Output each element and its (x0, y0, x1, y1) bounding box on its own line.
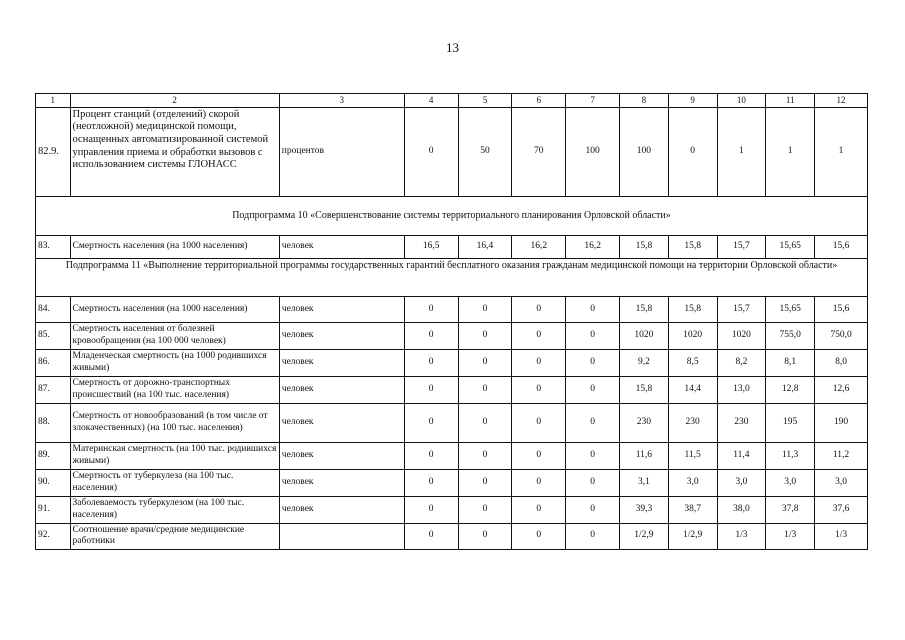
value-cell: 230 (668, 403, 717, 442)
value-cell: 37,8 (766, 496, 815, 523)
value-cell: 15,7 (717, 235, 766, 258)
table-row (36, 322, 868, 349)
value-cell: 0 (566, 496, 620, 523)
row-number: 88. (36, 403, 71, 442)
value-cell: 11,5 (668, 442, 717, 469)
indicator-name: Смертность населения от болезней кровообращения (на 100 000 человек) (70, 322, 279, 349)
unit-cell: человек (279, 235, 404, 258)
unit-cell (279, 523, 404, 549)
value-cell: 9,2 (620, 349, 669, 376)
value-cell: 70 (512, 107, 566, 196)
value-cell: 1020 (620, 322, 669, 349)
value-cell: 0 (566, 376, 620, 403)
value-cell: 0 (566, 349, 620, 376)
column-number: 3 (279, 94, 404, 108)
indicators-table (35, 93, 868, 550)
value-cell: 0 (458, 469, 512, 496)
table-row (36, 376, 868, 403)
value-cell: 38,7 (668, 496, 717, 523)
value-cell: 1020 (717, 322, 766, 349)
table-row (36, 523, 868, 549)
column-number: 9 (668, 94, 717, 108)
value-cell: 0 (512, 496, 566, 523)
value-cell: 12,6 (815, 376, 868, 403)
value-cell: 0 (512, 469, 566, 496)
value-cell: 8,5 (668, 349, 717, 376)
value-cell: 16,2 (566, 235, 620, 258)
column-number: 6 (512, 94, 566, 108)
indicator-name: Смертность населения (на 1000 населения) (70, 235, 279, 258)
value-cell: 0 (566, 322, 620, 349)
column-number: 5 (458, 94, 512, 108)
unit-cell: человек (279, 349, 404, 376)
unit-cell: человек (279, 296, 404, 322)
row-number: 86. (36, 349, 71, 376)
value-cell: 15,6 (815, 235, 868, 258)
row-number: 90. (36, 469, 71, 496)
value-cell: 1 (815, 107, 868, 196)
column-number: 2 (70, 94, 279, 108)
indicator-name: Смертность от туберкулеза (на 100 тыс. населения) (70, 469, 279, 496)
column-number: 4 (404, 94, 458, 108)
value-cell: 12,8 (766, 376, 815, 403)
indicator-name: Младенческая смертность (на 1000 родившихся живыми) (70, 349, 279, 376)
unit-cell: человек (279, 496, 404, 523)
value-cell: 0 (458, 403, 512, 442)
table-row (36, 296, 868, 322)
unit-cell: человек (279, 442, 404, 469)
value-cell: 0 (404, 469, 458, 496)
indicator-name: Материнская смертность (на 100 тыс. родившихся живыми) (70, 442, 279, 469)
value-cell: 3,0 (668, 469, 717, 496)
value-cell: 0 (458, 322, 512, 349)
indicator-name: Заболеваемость туберкулезом (на 100 тыс. населения) (70, 496, 279, 523)
value-cell: 0 (512, 442, 566, 469)
value-cell: 0 (404, 349, 458, 376)
value-cell: 1/2,9 (620, 523, 669, 549)
row-number: 83. (36, 235, 71, 258)
subprogram-row (36, 258, 868, 296)
indicator-name: Смертность от новообразований (в том числе от злокачественных) (на 100 тыс. населения) (70, 403, 279, 442)
value-cell: 15,8 (668, 296, 717, 322)
column-number: 1 (36, 94, 71, 108)
subprogram-row (36, 196, 868, 235)
value-cell: 0 (458, 349, 512, 376)
value-cell: 0 (566, 523, 620, 549)
table-row (36, 403, 868, 442)
value-cell: 1/3 (766, 523, 815, 549)
value-cell: 0 (566, 469, 620, 496)
value-cell: 3,0 (717, 469, 766, 496)
row-number: 91. (36, 496, 71, 523)
value-cell: 16,2 (512, 235, 566, 258)
value-cell: 15,8 (620, 376, 669, 403)
page-number: 13 (446, 40, 459, 55)
value-cell: 0 (404, 442, 458, 469)
row-number: 85. (36, 322, 71, 349)
value-cell: 0 (458, 296, 512, 322)
indicator-name: Соотношение врачи/средние медицинские работники (70, 523, 279, 549)
indicator-name: Процент станций (отделений) скорой (неотложной) медицинской помощи, оснащенных автоматизированной системой управления приема и обработки вызовов с использованием системы ГЛОНАСС (70, 107, 279, 196)
value-cell: 15,65 (766, 235, 815, 258)
value-cell: 0 (512, 376, 566, 403)
value-cell: 1/2,9 (668, 523, 717, 549)
value-cell: 39,3 (620, 496, 669, 523)
value-cell: 0 (566, 296, 620, 322)
subprogram-10-title: Подпрограмма 10 «Совершенствование системы территориального планирования Орловской области» (36, 196, 868, 235)
value-cell: 0 (458, 523, 512, 549)
value-cell: 38,0 (717, 496, 766, 523)
value-cell: 15,65 (766, 296, 815, 322)
value-cell: 1/3 (717, 523, 766, 549)
column-number: 11 (766, 94, 815, 108)
value-cell: 230 (717, 403, 766, 442)
value-cell: 15,7 (717, 296, 766, 322)
value-cell: 0 (404, 403, 458, 442)
unit-cell: человек (279, 469, 404, 496)
value-cell: 37,6 (815, 496, 868, 523)
value-cell: 0 (404, 376, 458, 403)
value-cell: 1/3 (815, 523, 868, 549)
value-cell: 0 (668, 107, 717, 196)
value-cell: 8,0 (815, 349, 868, 376)
value-cell: 8,2 (717, 349, 766, 376)
value-cell: 0 (404, 496, 458, 523)
unit-cell: человек (279, 403, 404, 442)
value-cell: 755,0 (766, 322, 815, 349)
value-cell: 11,3 (766, 442, 815, 469)
value-cell: 750,0 (815, 322, 868, 349)
column-number: 8 (620, 94, 669, 108)
value-cell: 0 (458, 376, 512, 403)
row-number: 92. (36, 523, 71, 549)
table-row (36, 107, 868, 196)
value-cell: 0 (566, 403, 620, 442)
value-cell: 0 (458, 442, 512, 469)
value-cell: 1 (766, 107, 815, 196)
table-row (36, 442, 868, 469)
unit-cell: человек (279, 376, 404, 403)
value-cell: 14,4 (668, 376, 717, 403)
value-cell: 16,4 (458, 235, 512, 258)
value-cell: 230 (620, 403, 669, 442)
value-cell: 0 (404, 322, 458, 349)
table-row (36, 469, 868, 496)
value-cell: 0 (404, 296, 458, 322)
value-cell: 0 (512, 523, 566, 549)
value-cell: 3,1 (620, 469, 669, 496)
column-number: 7 (566, 94, 620, 108)
column-number-row (36, 94, 868, 108)
value-cell: 0 (512, 349, 566, 376)
indicator-name: Смертность населения (на 1000 населения) (70, 296, 279, 322)
value-cell: 100 (620, 107, 669, 196)
unit-cell: процентов (279, 107, 404, 196)
indicator-name: Смертность от дорожно-транспортных происшествий (на 100 тыс. населения) (70, 376, 279, 403)
value-cell: 0 (512, 296, 566, 322)
row-number: 82.9. (36, 107, 71, 196)
table-row (36, 235, 868, 258)
value-cell: 190 (815, 403, 868, 442)
value-cell: 0 (404, 523, 458, 549)
value-cell: 11,2 (815, 442, 868, 469)
subprogram-11-title: Подпрограмма 11 «Выполнение территориальной программы государственных гарантий бесплатного оказания гражданам медицинской помощи на территории Орловской области» (36, 258, 868, 296)
value-cell: 0 (512, 403, 566, 442)
value-cell: 15,6 (815, 296, 868, 322)
value-cell: 1020 (668, 322, 717, 349)
row-number: 87. (36, 376, 71, 403)
value-cell: 16,5 (404, 235, 458, 258)
column-number: 12 (815, 94, 868, 108)
value-cell: 8,1 (766, 349, 815, 376)
value-cell: 50 (458, 107, 512, 196)
table-row (36, 349, 868, 376)
column-number: 10 (717, 94, 766, 108)
unit-cell: человек (279, 322, 404, 349)
value-cell: 3,0 (766, 469, 815, 496)
value-cell: 15,8 (668, 235, 717, 258)
value-cell: 0 (566, 442, 620, 469)
table-row (36, 496, 868, 523)
value-cell: 100 (566, 107, 620, 196)
value-cell: 11,6 (620, 442, 669, 469)
value-cell: 11,4 (717, 442, 766, 469)
value-cell: 13,0 (717, 376, 766, 403)
value-cell: 15,8 (620, 296, 669, 322)
value-cell: 15,8 (620, 235, 669, 258)
value-cell: 0 (512, 322, 566, 349)
value-cell: 3,0 (815, 469, 868, 496)
value-cell: 1 (717, 107, 766, 196)
value-cell: 0 (458, 496, 512, 523)
row-number: 89. (36, 442, 71, 469)
row-number: 84. (36, 296, 71, 322)
value-cell: 0 (404, 107, 458, 196)
value-cell: 195 (766, 403, 815, 442)
